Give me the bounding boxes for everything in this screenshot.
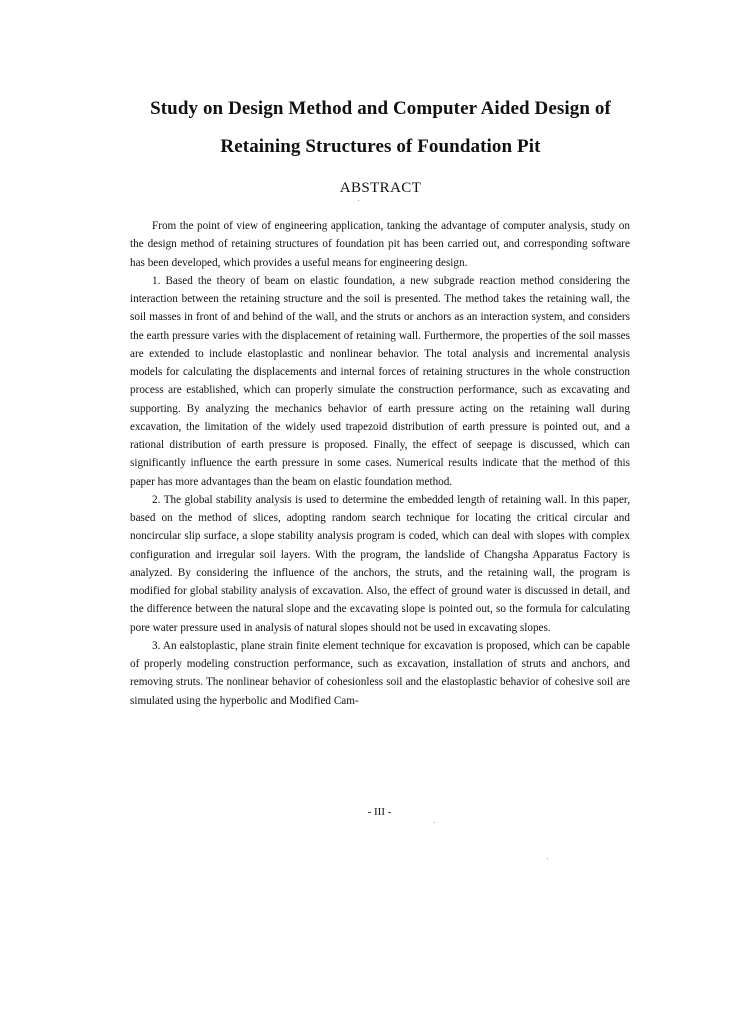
abstract-body	[130, 217, 630, 710]
paragraph-3: 3. An ealstoplastic, plane strain finite element technique for excavation is proposed, which can be capable of properly modeling construction performance, such as excavation, installation of struts and anchors, and removing struts. The nonlinear behavior of cohesionless soil and the elastoplastic behavior of cohesive soil are simulated using the hyperbolic and Modified Cam-	[130, 639, 630, 707]
scan-speck	[547, 858, 548, 859]
scan-speck	[358, 200, 359, 201]
title-line-2: Retaining Structures of Foundation Pit	[220, 136, 541, 157]
paragraph-1: 1. Based the theory of beam on elastic foundation, a new subgrade reaction method considering the interaction between the retaining structure and the soil is presented. The method takes the retaining wall, the soil masses in front of and behind of the wall, and the struts or anchors as an interaction system, and considers the earth pressure varies with the displacement of retaining wall. Furthermore, the properties of the soil masses are extended to include elastoplastic and nonlinear behavior. The total analysis and incremental analysis models for calculating the displacements and internal forces of retaining structures in the whole construction process are established, which can properly simulate the construction performance, such as excavating and supporting. By analyzing the mechanics behavior of earth pressure acting on the retaining wall during excavation, the limitation of the widely used trapezoid distribution of earth pressure is pointed out, and a rational distribution of earth pressure is proposed. Finally, the effect of seepage is discussed, which can significantly influence the earth pressure in some cases. Numerical results indicate that the method of this paper has more advantages than the beam on elastic foundation method.	[130, 274, 630, 488]
scan-speck	[434, 822, 435, 823]
abstract-heading: ABSTRACT	[339, 180, 422, 196]
paragraph-intro: From the point of view of engineering application, tanking the advantage of computer analysis, study on the design method of retaining structures of foundation pit has been carried out, and corresponding software has been developed, which provides a useful means for engineering design.	[130, 220, 630, 269]
paragraph-2: 2. The global stability analysis is used to determine the embedded length of retaining wall. In this paper, based on the method of slices, adopting random search technique for locating the critical circular and noncircular slip surface, a slope stability analysis program is coded, which can deal with slopes with complex configuration and irregular soil layers. With the program, the landslide of Changsha Apparatus Factory is analyzed. By considering the influence of the anchors, the struts, and the retaining wall, the program is modified for global stability analysis of excavation. Also, the effect of ground water is discussed in detail, and the difference between the natural slope and the excavating slope is pointed out, so the formula for calculating pore water pressure used in analysis of natural slopes should not be used in excavating slopes.	[130, 493, 630, 634]
title-line-1: Study on Design Method and Computer Aided Design of	[150, 98, 611, 119]
page-number: - III -	[367, 806, 392, 818]
